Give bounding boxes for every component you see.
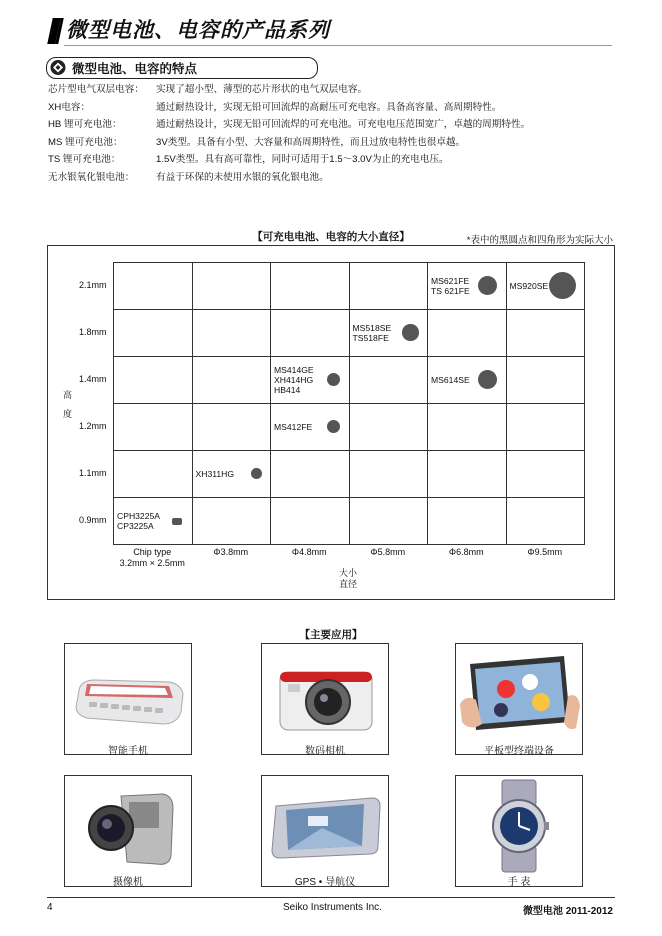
grid-cell — [113, 450, 193, 498]
caption-tablet: 平板型终端设备 — [484, 746, 554, 757]
gps-icon — [262, 776, 389, 876]
grid-cell — [113, 356, 193, 404]
grid-cell — [349, 497, 429, 545]
product-model: HB414 — [274, 384, 301, 395]
y-axis-label-2: 度 — [63, 409, 73, 419]
caption-watch: 手 表 — [507, 877, 531, 888]
grid-cell — [506, 309, 586, 357]
x-tick-label — [264, 547, 354, 558]
tablet-image — [455, 643, 583, 755]
grid-cell — [349, 356, 429, 404]
feature-description: 实现了超小型、薄型的芯片形状的电气双层电容。 — [156, 84, 368, 95]
feature-label: XH电容： — [48, 101, 91, 113]
battery-dot — [549, 272, 576, 299]
product-model: TS 621FE — [431, 285, 470, 296]
camcorder-image — [64, 775, 192, 887]
page-title: 微型电池、电容的产品系列 — [66, 19, 330, 42]
grid-cell — [270, 497, 350, 545]
feature-description: 3V类型。具备有小型、大容量和高周期特性，而且过放电特性也很卓越。 — [156, 136, 466, 148]
product-model: MS518SE — [352, 322, 392, 333]
grid-cell — [113, 309, 193, 357]
grid-cell — [192, 356, 272, 404]
grid-cell — [506, 497, 586, 545]
y-tick-label: 1.1mm — [79, 468, 107, 478]
chip-mark — [172, 518, 182, 525]
camcorder-icon — [65, 776, 192, 876]
product-label — [510, 281, 549, 291]
company-name: Seiko Instruments Inc. — [283, 902, 382, 913]
grid-cell — [349, 450, 429, 498]
product-label — [431, 375, 470, 385]
footer-divider — [47, 897, 615, 898]
x-tick-subline: 3.2mm × 2.5mm — [119, 558, 185, 568]
grid-cell — [506, 450, 586, 498]
camera-icon — [262, 644, 389, 744]
edition-label: 微型电池 2011-2012 — [522, 906, 613, 917]
y-tick-label: 1.4mm — [79, 374, 107, 384]
y-tick-label: 1.2mm — [79, 421, 107, 431]
product-model: XH414HG — [274, 374, 314, 385]
x-tick-line: Φ4.8mm — [291, 547, 327, 557]
y-tick-label: 0.9mm — [79, 515, 107, 525]
x-axis-label-1: 大小 — [339, 568, 358, 578]
product-label — [431, 276, 470, 296]
watch-icon — [456, 776, 583, 876]
feature-description: 1.5V类型。具有高可靠性，同时可适用于1.5～3.0V为止的充电电压。 — [156, 154, 449, 166]
page-number: 4 — [47, 902, 53, 913]
product-model: MS614SE — [431, 374, 470, 385]
product-model: XH311HG — [195, 468, 235, 479]
grid-cell — [192, 262, 272, 310]
section-title: 微型电池、电容的特点 — [72, 62, 198, 76]
grid-cell — [270, 450, 350, 498]
x-tick-label — [186, 547, 276, 558]
grid-cell — [113, 403, 193, 451]
battery-dot — [402, 324, 419, 341]
x-tick-line: Φ3.8mm — [213, 547, 249, 557]
product-label — [196, 469, 235, 479]
applications-title: 【主要应用】 — [299, 629, 363, 641]
x-tick-label — [500, 547, 590, 558]
feature-label: HB 锂可充电池： — [48, 119, 122, 131]
grid-cell — [192, 497, 272, 545]
chart-note: *表中的黑圆点和四角形为实际大小 — [466, 235, 613, 246]
x-tick-label — [421, 547, 511, 558]
x-tick-line: Φ6.8mm — [448, 547, 484, 557]
caption-camcorder: 摄像机 — [113, 877, 143, 888]
grid-cell — [427, 309, 507, 357]
product-model: MS621FE — [431, 275, 470, 286]
x-tick-line: Φ9.5mm — [527, 547, 563, 557]
y-axis-label-1: 高 — [63, 390, 73, 400]
feature-description: 有益于环保的未使用水银的氧化银电池。 — [156, 172, 329, 183]
grid-cell — [427, 450, 507, 498]
chart-title: 【可充电电池、电容的大小直径】 — [252, 231, 410, 243]
x-axis-label-2: 直径 — [339, 579, 358, 589]
grid-cell — [349, 262, 429, 310]
grid-cell — [349, 403, 429, 451]
grid-cell — [113, 262, 193, 310]
smartphone-icon — [65, 644, 192, 744]
battery-dot — [251, 468, 262, 479]
x-tick-label — [107, 547, 197, 569]
grid-cell — [427, 497, 507, 545]
product-model: CPH3225A — [117, 510, 160, 521]
grid-cell — [270, 262, 350, 310]
caption-gps: GPS • 导航仪 — [294, 877, 356, 888]
feature-label: 无水银氧化银电池： — [48, 172, 135, 183]
grid-cell — [427, 403, 507, 451]
feature-label: MS 锂可充电池： — [48, 136, 123, 148]
feature-label: 芯片型电气双层电容： — [48, 84, 144, 95]
grid-cell — [192, 309, 272, 357]
watch-image — [455, 775, 583, 887]
product-model: TS518FE — [352, 332, 389, 343]
x-tick-line: Φ5.8mm — [370, 547, 406, 557]
caption-smartphone: 智能手机 — [108, 746, 148, 757]
grid-cell — [506, 403, 586, 451]
feature-label: TS 锂可充电池： — [48, 154, 121, 166]
feature-description: 通过耐热设计，实现无铅可回流焊的可充电池。可充电电压范围宽广，卓越的周期特性。 — [156, 119, 531, 131]
caption-camera: 数码相机 — [305, 746, 345, 757]
x-tick-line: Chip type — [133, 547, 172, 557]
camera-image — [261, 643, 389, 755]
product-label — [274, 422, 312, 432]
tablet-icon — [456, 644, 583, 744]
product-model: MS414GE — [274, 364, 314, 375]
product-label — [353, 323, 392, 343]
product-model: MS412FE — [274, 421, 313, 432]
x-tick-label — [343, 547, 433, 558]
smartphone-image — [64, 643, 192, 755]
gps-image — [261, 775, 389, 887]
header-divider — [64, 45, 612, 46]
grid-cell — [506, 356, 586, 404]
diamond-arrow-icon — [49, 59, 67, 76]
product-model: MS920SE — [509, 280, 549, 291]
product-label — [117, 511, 160, 531]
grid-cell — [192, 403, 272, 451]
grid-cell — [270, 309, 350, 357]
feature-description: 通过耐热设计，实现无铅可回流焊的高耐压可充电容。具备高容量、高周期特性。 — [156, 101, 502, 113]
product-model: CP3225A — [117, 520, 154, 531]
y-tick-label: 1.8mm — [79, 327, 107, 337]
product-label — [274, 365, 314, 395]
y-tick-label: 2.1mm — [79, 280, 107, 290]
